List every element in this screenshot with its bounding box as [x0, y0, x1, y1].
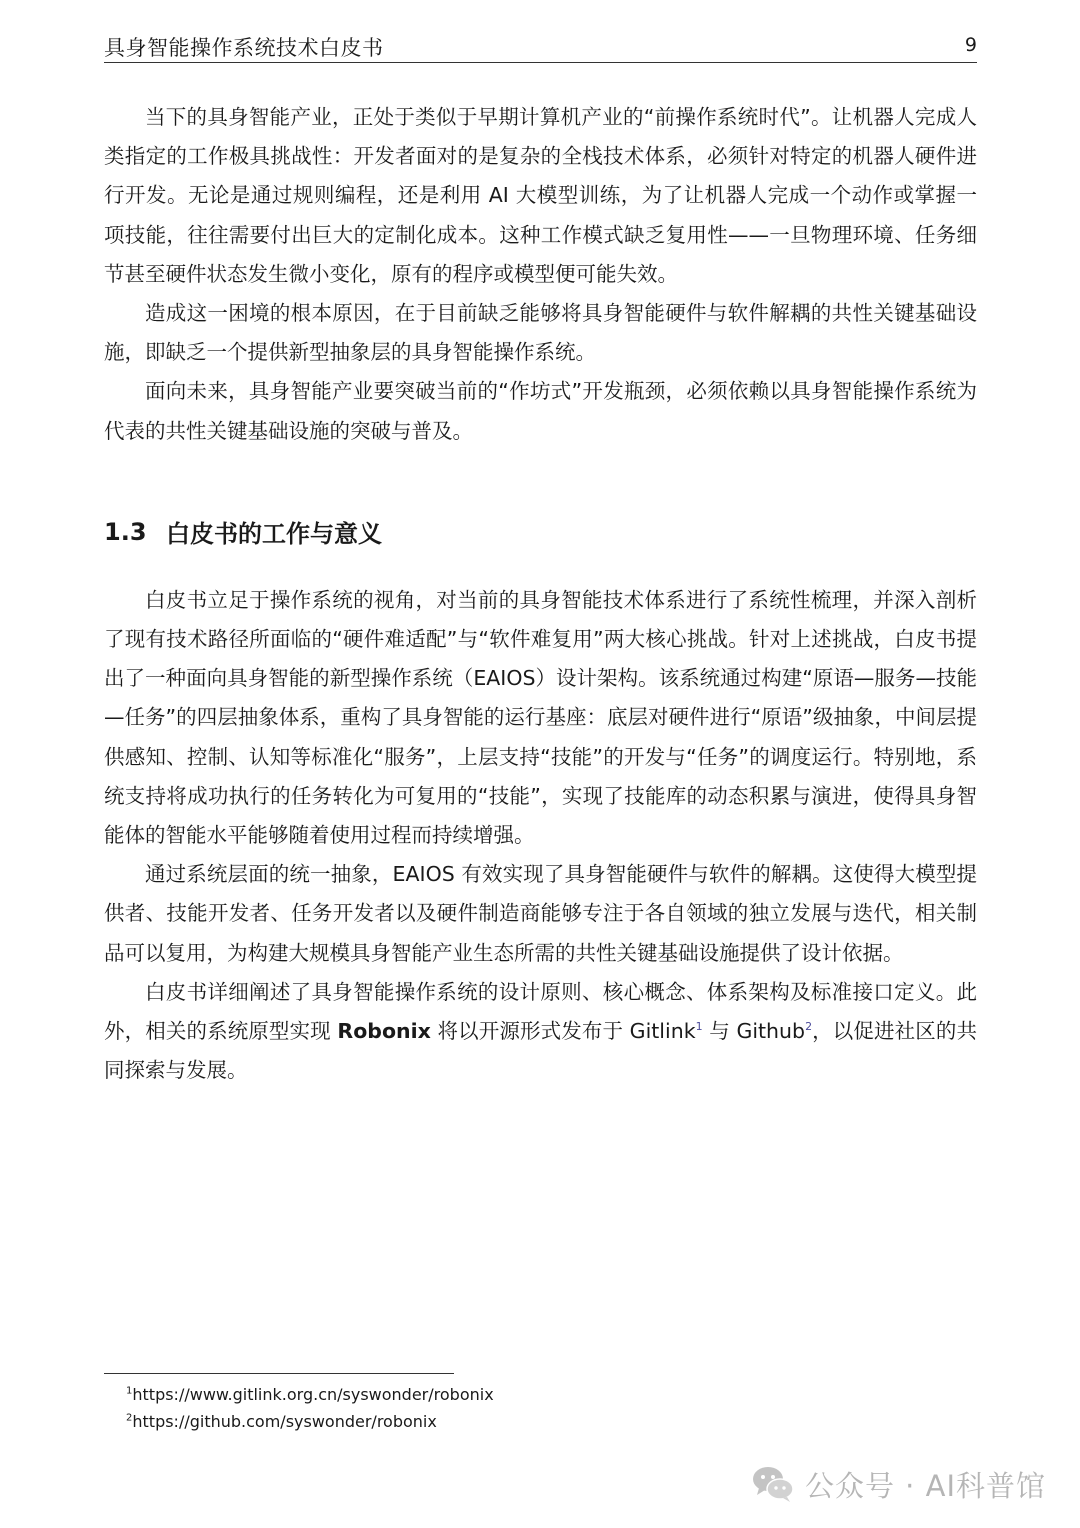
paragraph-text: 将以开源形式发布于 Gitlink: [430, 1019, 696, 1044]
footnote-1: [126, 1381, 494, 1408]
page-number: 9: [964, 34, 977, 56]
footnote-ref-2[interactable]: 2: [805, 1020, 813, 1034]
wechat-icon: [751, 1464, 795, 1504]
project-name: Robonix: [337, 1019, 431, 1044]
paragraph: 造成这一困境的根本原因，在于目前缺乏能够将具身智能硬件与软件解耦的共性关键基础设施，即缺乏一个提供新型抽象层的具身智能操作系统。: [104, 301, 977, 365]
footnote-url[interactable]: https://www.gitlink.org.cn/syswonder/robonix: [132, 1385, 494, 1404]
paragraph: 白皮书立足于操作系统的视角，对当前的具身智能技术体系进行了系统性梳理，并深入剖析了现有技术路径所面临的“硬件难适配”与“软件难复用”两大核心挑战。针对上述挑战，白皮书提出了一种面向具身智能的新型操作系统（EAIOS）设计架构。该系统通过构建“原语—服务—技能—任务”的四层抽象体系，重构了具身智能的运行基座：底层对硬件进行“原语”级抽象，中间层提供感知、控制、认知等标准化“服务”，上层支持“技能”的开发与“任务”的调度运行。特别地，系统支持将成功执行的任务转化为可复用的“技能”，实现了技能库的动态积累与演进，使得具身智能体的智能水平能够随着使用过程而持续增强。: [104, 587, 977, 848]
footnote-url[interactable]: https://github.com/syswonder/robonix: [132, 1412, 437, 1431]
footnote-marker: 1: [126, 1385, 133, 1397]
paragraph-text: ，以促进社区的共同探索与发展。: [104, 1019, 977, 1083]
paragraph: 面向未来，具身智能产业要突破当前的“作坊式”开发瓶颈，必须依赖以具身智能操作系统为代表的共性关键基础设施的突破与普及。: [104, 379, 977, 443]
section-number: 1.3: [104, 517, 147, 546]
paragraph-text: 与 Github: [702, 1019, 806, 1044]
page-body: [104, 98, 977, 1090]
paragraph: 当下的具身智能产业，正处于类似于早期计算机产业的“前操作系统时代”。让机器人完成人类指定的工作极具挑战性：开发者面对的是复杂的全栈技术体系，必须针对特定的机器人硬件进行开发。无论是通过规则编程，还是利用 AI 大模型训练，为了让机器人完成一个动作或掌握一项技能，往往需要付出巨大的定制化成本。这种工作模式缺乏复用性——一旦物理环境、任务细节甚至硬件状态发生微小变化，原有的程序或模型便可能失效。: [104, 105, 977, 286]
paragraph: [104, 973, 977, 1091]
footnote-2: [126, 1408, 494, 1435]
footnote-ref-1[interactable]: 1: [695, 1020, 703, 1034]
watermark-text: 公众号 · AI科普馆: [804, 1468, 1046, 1503]
watermark: [751, 1462, 1046, 1506]
footnote-marker: 2: [126, 1412, 133, 1424]
section-heading: [104, 499, 977, 565]
paragraph-text: 白皮书详细阐述了具身智能操作系统的设计原则、核心概念、体系架构及标准接口定义。此外，相关的系统原型实现: [104, 979, 977, 1044]
footnotes: [126, 1381, 494, 1435]
footnote-divider: [104, 1373, 454, 1374]
page-header: [104, 30, 977, 63]
paragraph: 通过系统层面的统一抽象，EAIOS 有效实现了具身智能硬件与软件的解耦。这使得大模型提供者、技能开发者、任务开发者以及硬件制造商能够专注于各自领域的独立发展与迭代，相关制品可以复用，为构建大规模具身智能产业生态所需的共性关键基础设施提供了设计依据。: [104, 862, 977, 965]
section-title: 白皮书的工作与意义: [166, 520, 382, 549]
document-title: 具身智能操作系统技术白皮书: [104, 36, 384, 60]
